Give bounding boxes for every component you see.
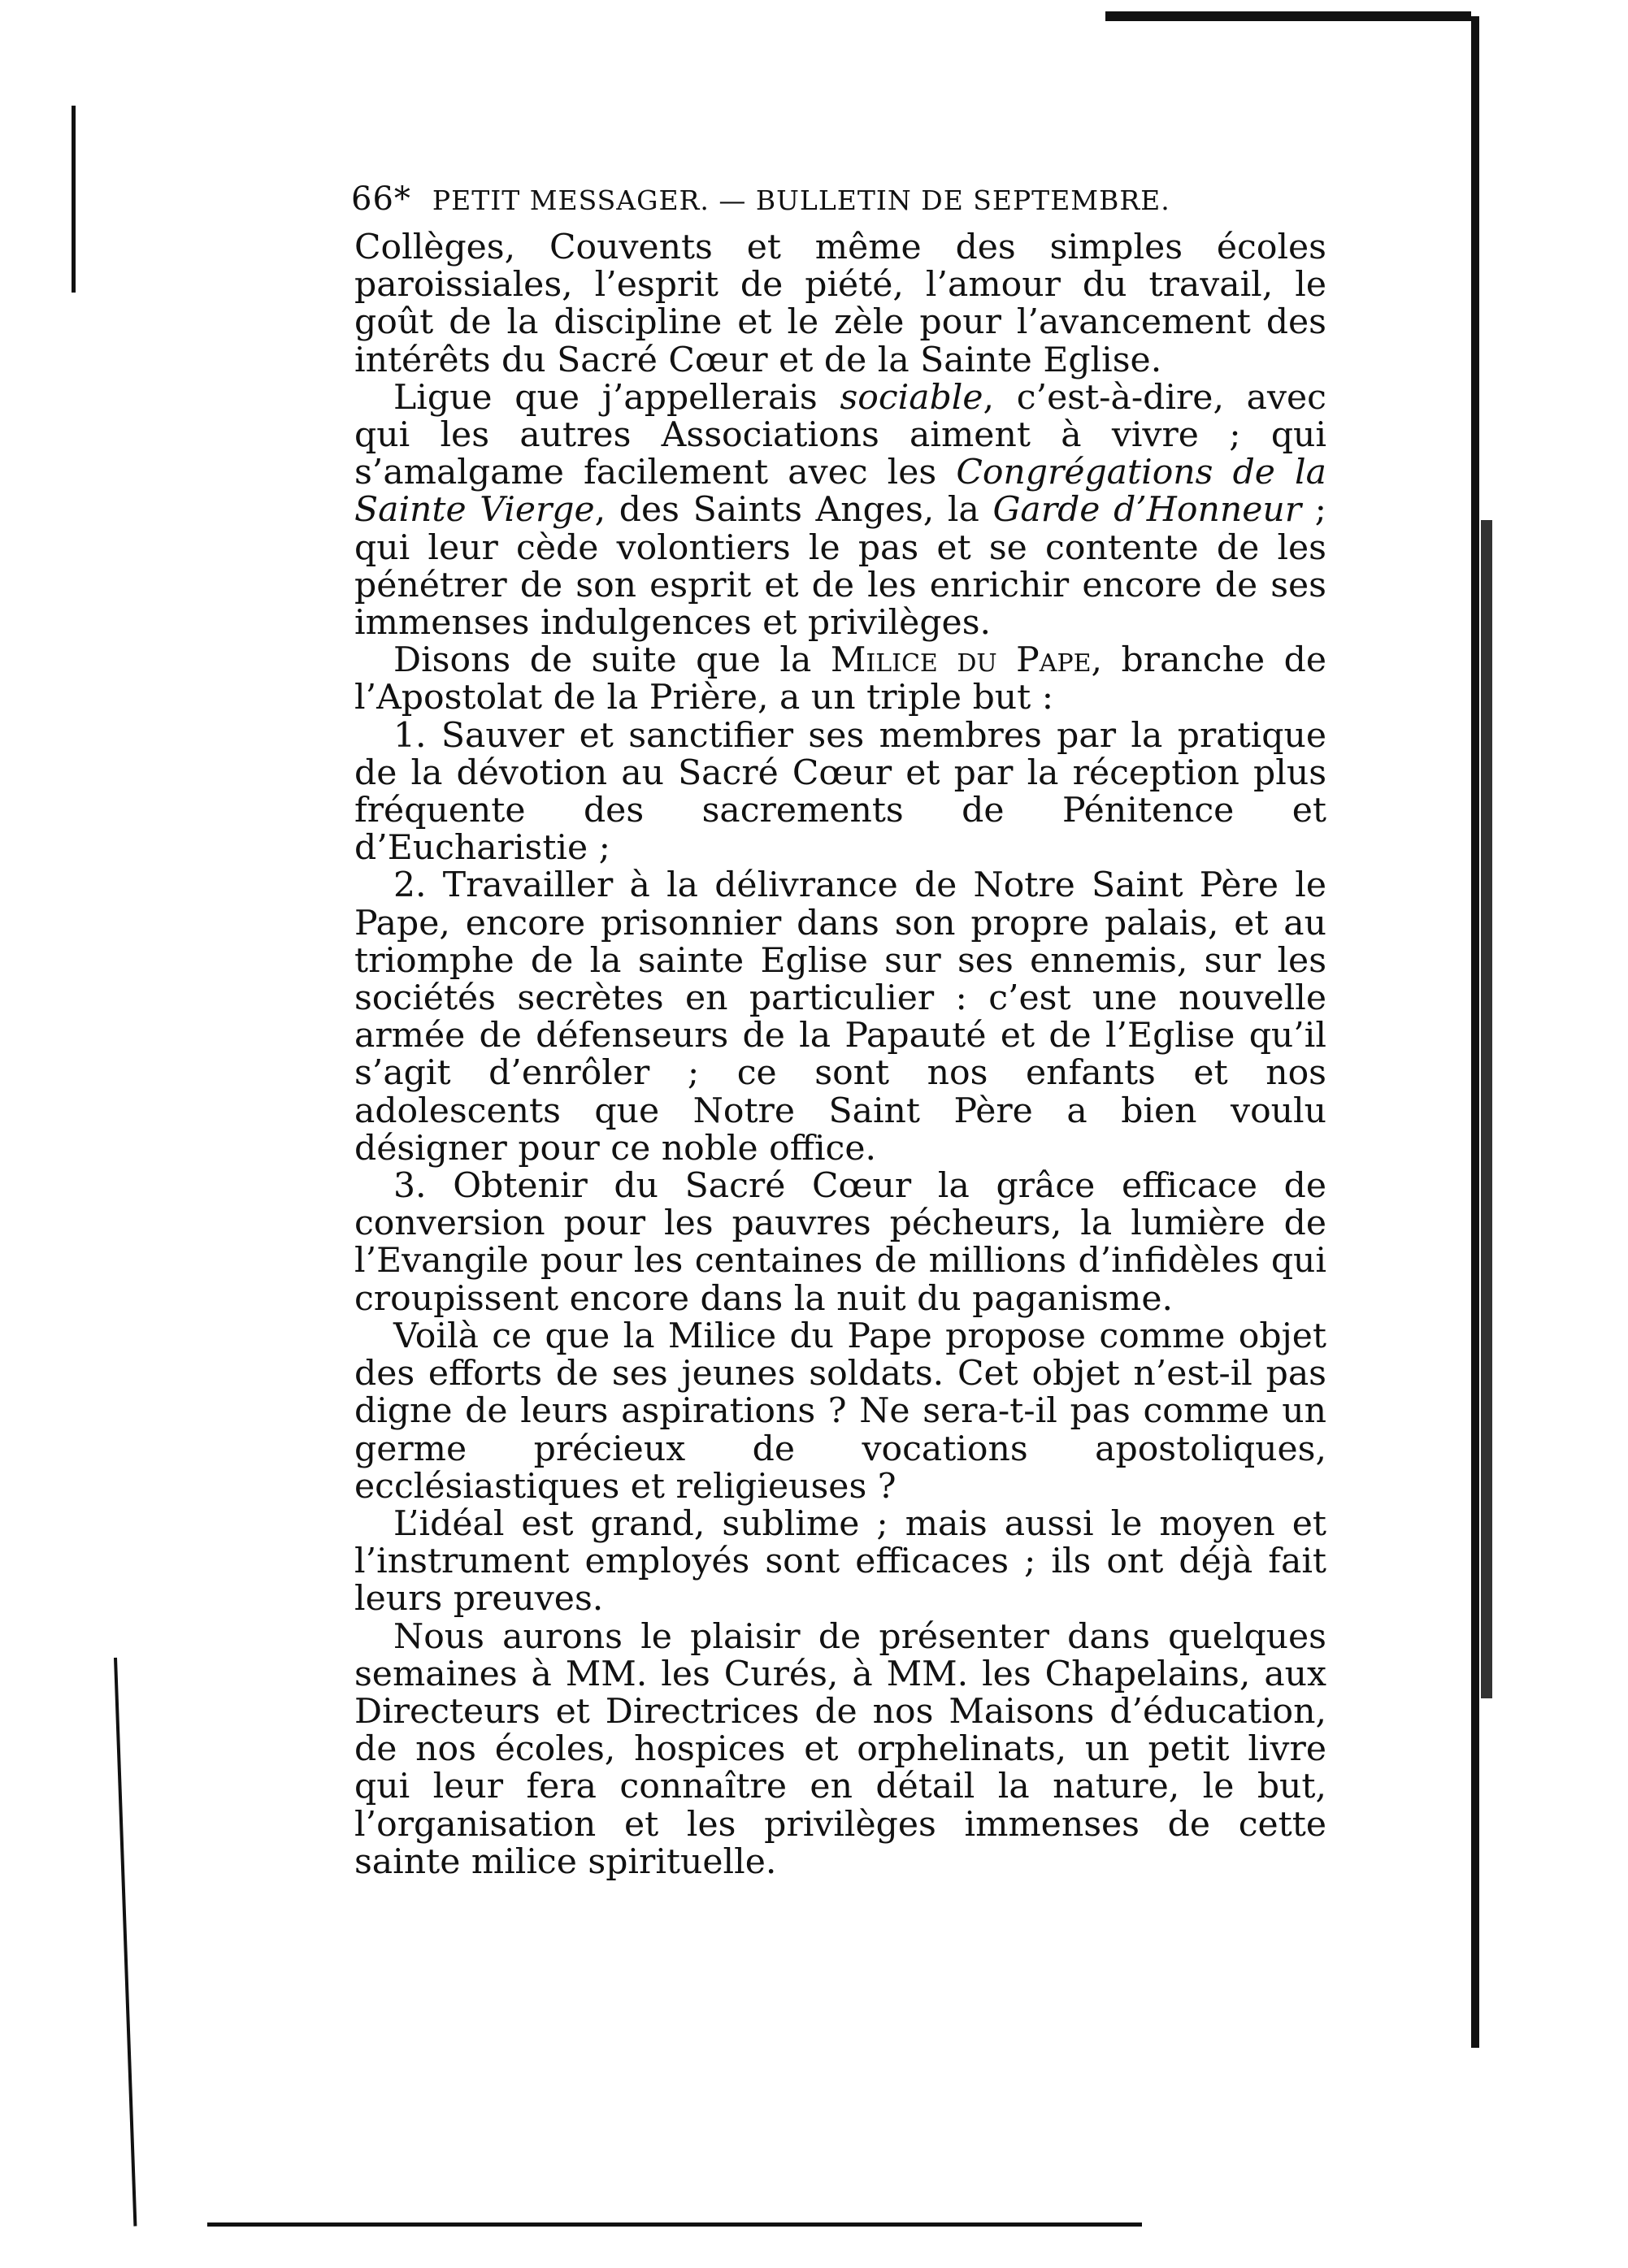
running-title: PETIT MESSAGER. — BULLETIN DE SEPTEMBRE.	[432, 184, 1170, 216]
scan-edge-bottom	[207, 2222, 1142, 2227]
list-item-3: 3. Obtenir du Sacré Cœur la grâce efficace de conversion pour les pauvres pécheurs, la lumière de l’Evangile pour les centaines de millions d’infidèles qui croupissent encore dans la nuit du paganisme.	[354, 1166, 1326, 1319]
scan-edge-right	[1471, 16, 1479, 2048]
paragraph-2-text-3: , des Saints Anges, la	[594, 490, 993, 531]
paragraph-2-text-2: , c’est-à-dire, avec qui les autres Associations aiment à vivre ; qui s’amalgame facilement avec les	[354, 377, 1326, 493]
paragraph-2-italic-2: Congrégations de la Sainte Vierge	[354, 453, 1326, 531]
paragraph-2	[354, 379, 1326, 642]
paragraph-2-text-4: ; qui leur cède volontiers le pas et se contente de les pénétrer de son esprit et de les enrichir encore de ses immenses indulgences et privilèges.	[354, 490, 1326, 644]
scan-edge-left	[72, 106, 76, 293]
page-number: 66*	[351, 180, 411, 218]
scan-edge-right-band	[1481, 520, 1492, 1698]
paragraph-3-smallcaps: Milice du Pape	[830, 640, 1092, 681]
paragraph-3-text-1: Disons de suite que la	[393, 640, 831, 681]
scan-edge-top	[1105, 11, 1471, 21]
paragraph-2-italic-3: Garde d’Honneur	[992, 490, 1302, 531]
paragraph-3	[354, 642, 1326, 717]
body-text	[354, 229, 1326, 1881]
paragraph-6: Nous aurons le plaisir de présenter dans quelques semaines à MM. les Curés, à MM. les Chapelains, aux Directeurs et Directrices de nos Maisons d’éducation, de nos écoles, hospices et orphelinats, un petit livre qui leur fera connaître en détail la nature, le but, l’organisation et les privilèges immenses de cette sainte milice spirituelle.	[354, 1616, 1326, 1882]
running-header	[351, 180, 1229, 218]
list-item-2: 2. Travailler à la délivrance de Notre Saint Père le Pape, encore prisonnier dans son propre palais, et au triomphe de la sainte Eglise sur ses ennemis, sur les sociétés secrètes en particulier : c’est une nouvelle armée de défenseurs de la Papauté et de l’Eglise qu’il s’agit d’enrôler ; ce sont nos enfants et nos adolescents que Notre Saint Père a bien voulu désigner pour ce noble office.	[354, 865, 1326, 1169]
paragraph-5: L’idéal est grand, sublime ; mais aussi le moyen et l’instrument employés sont efficaces ; ils ont déjà fait leurs preuves.	[354, 1503, 1326, 1620]
paragraph-4: Voilà ce que la Milice du Pape propose comme objet des efforts de ses jeunes soldats. Cet objet n’est-il pas digne de leurs aspirations ? Ne sera-t-il pas comme un germe précieux de vocations apostoliques, ecclésiastiques et religieuses ?	[354, 1316, 1326, 1507]
paragraph-3-text-2: , branche de l’Apostolat de la Prière, a un triple but :	[354, 640, 1326, 718]
paragraph-2-text-1: Ligue que j’appellerais	[393, 377, 840, 418]
paragraph-1: Collèges, Couvents et même des simples écoles paroissiales, l’esprit de piété, l’amour du travail, le goût de la discipline et le zèle pour l’avancement des intérêts du Sacré Cœur et de la Sainte Eglise.	[354, 228, 1326, 380]
paragraph-2-italic-1: sociable	[840, 377, 983, 418]
scan-edge-left-lower	[114, 1658, 137, 2227]
list-item-1: 1. Sauver et sanctifier ses membres par la pratique de la dévotion au Sacré Cœur et par la réception plus fréquente des sacrements de Pénitence et d’Eucharistie ;	[354, 715, 1326, 869]
